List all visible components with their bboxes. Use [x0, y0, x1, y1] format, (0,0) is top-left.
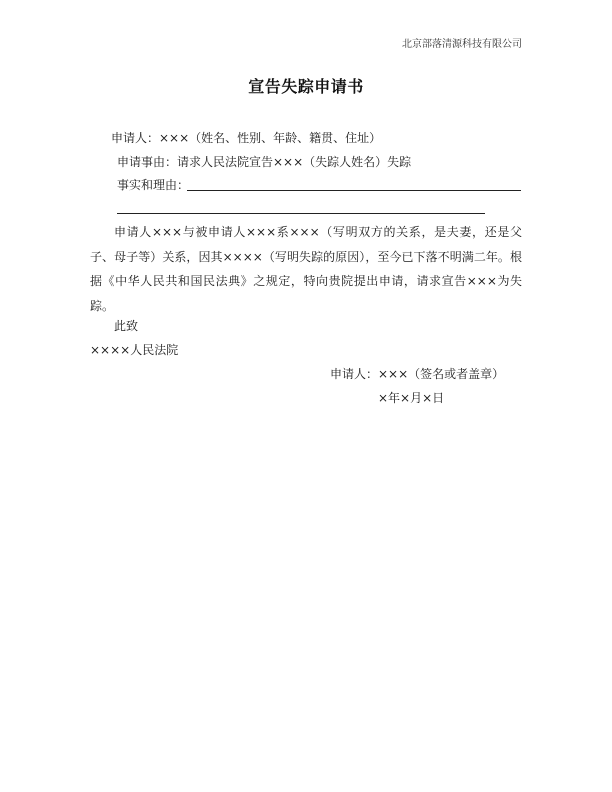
matter-line: 申请事由：请求人民法院宣告×××（失踪人姓名）失踪	[117, 155, 412, 169]
signature-line: 申请人：×××（签名或者盖章）	[330, 367, 505, 381]
facts-label: 事实和理由：	[117, 178, 190, 192]
salutation: 此致	[114, 319, 139, 333]
facts-underline	[187, 190, 521, 191]
applicant-line: 申请人：×××（姓名、性别、年龄、籍贯、住址）	[111, 131, 382, 145]
date-line: ×年×月×日	[378, 391, 445, 405]
court-name: ××××人民法院	[90, 343, 179, 357]
body-paragraph: 申请人×××与被申请人×××系×××（写明双方的关系，是夫妻，还是父子、母子等）关系，因其××××（写明失踪的原因），至今已下落不明满二年。根据《中华人民共和国民法典》之规定，特向贵院提出申请，请求宣告×××为失踪。	[90, 225, 522, 313]
facts-underline	[117, 213, 485, 214]
company-header: 北京部落清源科技有限公司	[402, 39, 522, 50]
document-title: 宣告失踪申请书	[248, 77, 364, 96]
